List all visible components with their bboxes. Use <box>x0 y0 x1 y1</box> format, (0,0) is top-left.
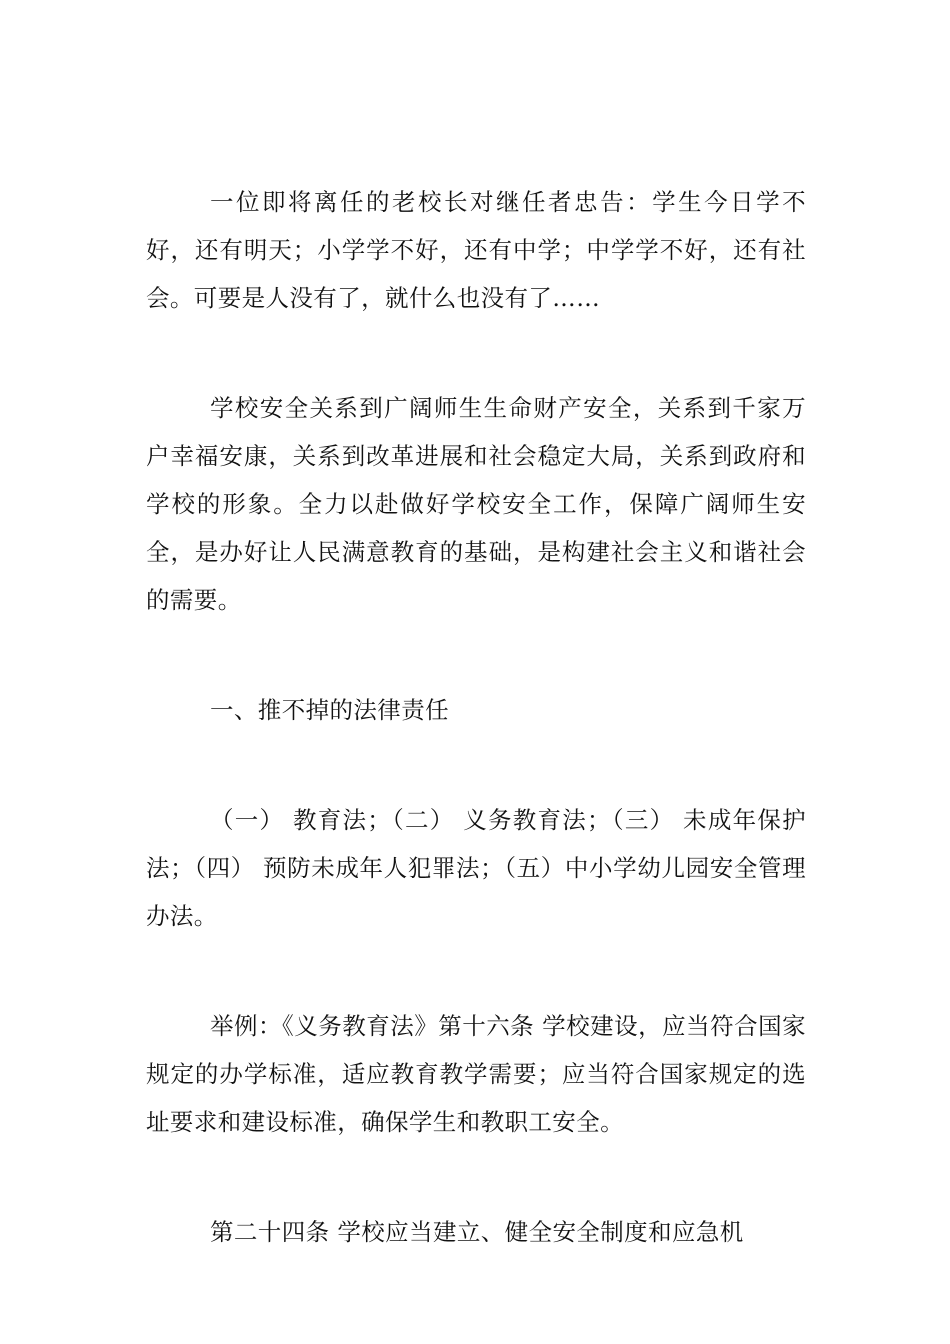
document-body <box>146 178 806 1256</box>
paragraph-gap <box>146 624 806 686</box>
paragraph-article-24: 第二十四条 学校应当建立、健全安全制度和应急机 <box>210 1218 744 1246</box>
paragraph-gap <box>146 322 806 384</box>
paragraph-gap <box>146 1146 806 1208</box>
paragraph-gap <box>146 940 806 1002</box>
paragraph-example-article-16: 举例：《义务教育法》第十六条 学校建设，应当符合国家规定的办学标准，适应教育教学需要；应当符合国家规定的选址要求和建设标准，确保学生和教职工安全。 <box>146 1012 806 1136</box>
paragraph-gap <box>146 734 806 796</box>
paragraph-school-safety: 学校安全关系到广阔师生生命财产安全，关系到千家万户幸福安康，关系到改革进展和社会稳定大局，关系到政府和学校的形象。全力以赴做好学校安全工作，保障广阔师生安全，是办好让人民满意教育的基础，是构建社会主义和谐社会的需要。 <box>146 394 806 614</box>
paragraph-law-list: （一） 教育法；（二） 义务教育法；（三） 未成年保护法；（四） 预防未成年人犯罪法；（五）中小学幼儿园安全管理办法。 <box>146 806 806 930</box>
paragraph-principal-advice: 一位即将离任的老校长对继任者忠告：学生今日学不好，还有明天；小学学不好，还有中学；中学学不好，还有社会。可要是人没有了，就什么也没有了…… <box>146 188 806 312</box>
section-heading-legal-responsibility: 一、推不掉的法律责任 <box>210 696 449 724</box>
